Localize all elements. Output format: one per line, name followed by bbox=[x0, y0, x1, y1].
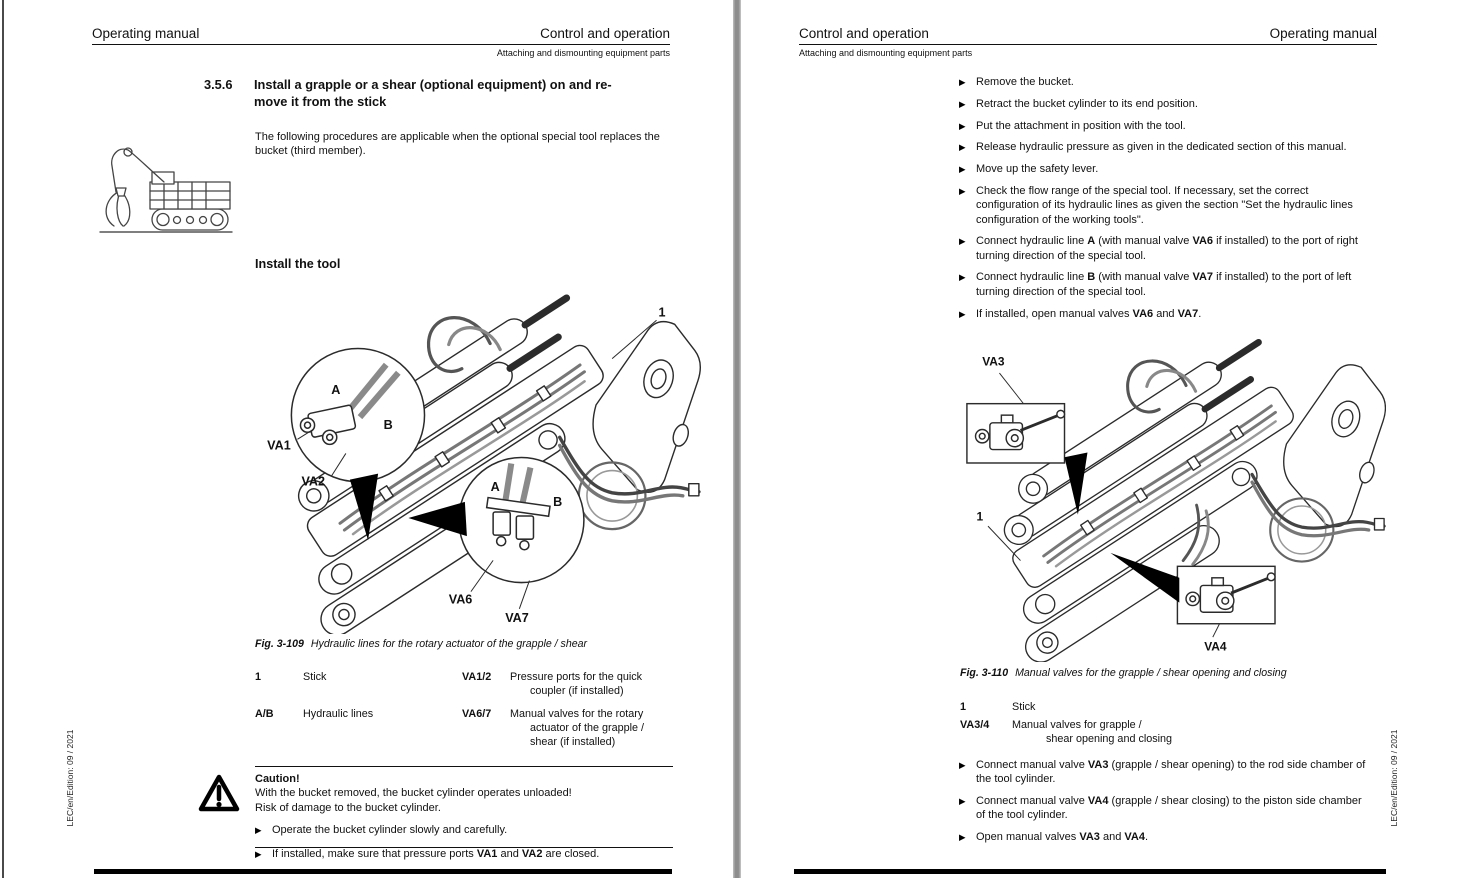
fig1-label-1: 1 bbox=[658, 305, 666, 320]
legend-key: 1 bbox=[255, 671, 262, 683]
instruction-bullet: ▶ Connect manual valve VA4 (grapple / shear closing) to the piston side chamber of the tool cylinder. bbox=[959, 795, 1362, 822]
instruction-bullet: ▶ Put the attachment in position with the tool. bbox=[959, 119, 1186, 132]
caution-title: Caution! bbox=[255, 773, 300, 785]
instruction-bullet: ▶ Open manual valves VA3 and VA4. bbox=[959, 831, 1149, 844]
instruction-list bbox=[959, 758, 1369, 852]
bullet-arrow-icon: ▶ bbox=[959, 272, 966, 283]
fig1-label-va7: VA7 bbox=[505, 610, 529, 625]
instruction-bullet: ▶ Remove the bucket. bbox=[959, 76, 1074, 88]
legend-key: 1 bbox=[960, 701, 967, 713]
bullet-arrow-icon: ▶ bbox=[959, 796, 966, 807]
figure-caption-text: Hydraulic lines for the rotary actuator of the grapple / shear bbox=[310, 638, 588, 650]
fig2-label-va4: VA4 bbox=[1204, 639, 1227, 654]
header-subtitle: Attaching and dismounting equipment parts bbox=[799, 48, 973, 58]
legend-text: Stick bbox=[1012, 701, 1036, 713]
install-tool-heading: Install the tool bbox=[255, 257, 341, 271]
fig1-label-a2: A bbox=[490, 479, 500, 494]
instruction-bullet: ▶ Move up the safety lever. bbox=[959, 163, 1099, 176]
bullet-arrow-icon: ▶ bbox=[959, 98, 966, 109]
fig1-label-va6: VA6 bbox=[448, 592, 473, 607]
bullet-arrow-icon: ▶ bbox=[959, 185, 966, 196]
fig2-label-va3: VA3 bbox=[982, 354, 1005, 369]
header-left-title: Control and operation bbox=[799, 26, 929, 41]
instruction-bullet: ▶ Connect hydraulic line B (with manual valve VA7 if installed) to the port of left turning direction of the special tool. bbox=[959, 271, 1352, 298]
bullet-arrow-icon: ▶ bbox=[959, 120, 966, 131]
header-right-title: Control and operation bbox=[540, 26, 670, 41]
bullet-arrow-icon: ▶ bbox=[255, 824, 262, 835]
legend-key: VA3/4 bbox=[960, 719, 990, 732]
legend-key: A/B bbox=[255, 708, 274, 721]
figure-legend bbox=[960, 700, 1380, 750]
instruction-bullet: ▶ Connect manual valve VA3 (grapple / shear opening) to the rod side chamber of the tool cylinder. bbox=[959, 759, 1366, 786]
figure-caption-text: Manual valves for the grapple / shear opening and closing bbox=[1015, 667, 1287, 679]
instruction-bullet: ▶ Retract the bucket cylinder to its end position. bbox=[959, 97, 1198, 110]
bullet-arrow-icon: ▶ bbox=[959, 142, 966, 153]
legend-text: Manual valves for grapple / shear opening and closing bbox=[1012, 719, 1173, 746]
instruction-bullet: ▶ If installed, open manual valves VA6 and VA7. bbox=[959, 307, 1202, 320]
instruction-bullet: ▶ Operate the bucket cylinder slowly and carefully. bbox=[255, 823, 508, 836]
fig1-label-b: B bbox=[383, 418, 393, 433]
bullet-arrow-icon: ▶ bbox=[959, 832, 966, 843]
legend-text: Stick bbox=[303, 671, 327, 683]
instruction-bullet: ▶ If installed, make sure that pressure ports VA1 and VA2 are closed. bbox=[255, 848, 600, 860]
legend-text: Pressure ports for the quick coupler (if installed) bbox=[510, 671, 643, 698]
figure-number: Fig. 3-109 bbox=[255, 638, 304, 650]
figure-caption bbox=[255, 638, 675, 650]
instruction-bullet: ▶ Connect hydraulic line A (with manual valve VA6 if installed) to the port of right turning direction of the special tool. bbox=[959, 235, 1358, 262]
excavator-grapple-icon bbox=[94, 136, 236, 241]
header-subtitle: Attaching and dismounting equipment parts bbox=[496, 48, 670, 58]
caution-text: With the bucket removed, the bucket cylinder operates unloaded! Risk of damage to the bucket cylinder. bbox=[255, 787, 572, 814]
page-header bbox=[92, 26, 670, 45]
fig1-label-va1: VA1 bbox=[267, 438, 291, 453]
figure-3-110 bbox=[965, 330, 1386, 662]
warning-triangle-icon bbox=[198, 773, 240, 817]
footer-bar bbox=[794, 869, 1386, 874]
section-number: 3.5.6 bbox=[204, 77, 233, 92]
figure-3-109 bbox=[256, 286, 702, 634]
legend-row bbox=[255, 670, 675, 698]
intro-paragraph: The following procedures are applicable when the optional special tool replaces the bucket (third member). bbox=[255, 131, 660, 158]
bullet-arrow-icon: ▶ bbox=[959, 308, 966, 319]
header-left-title: Operating manual bbox=[92, 26, 200, 41]
bullet-arrow-icon: ▶ bbox=[959, 760, 966, 770]
edition-side-text: LEC/en/Edition: 09 / 2021 bbox=[1389, 729, 1399, 827]
page-left bbox=[4, 0, 733, 878]
footer-bar bbox=[94, 869, 672, 874]
legend-key: VA1/2 bbox=[462, 671, 492, 683]
fig1-label-b2: B bbox=[553, 494, 563, 509]
figure-legend bbox=[255, 670, 675, 758]
instruction-bullet: ▶ Release hydraulic pressure as given in the dedicated section of this manual. bbox=[959, 141, 1347, 154]
bullet-arrow-icon: ▶ bbox=[959, 236, 966, 247]
figure-caption bbox=[960, 667, 1380, 679]
legend-row bbox=[960, 718, 1380, 746]
legend-text: Manual valves for the rotary actuator of the grapple / shear (if installed) bbox=[510, 708, 645, 749]
legend-key: VA6/7 bbox=[462, 708, 492, 721]
instruction-list bbox=[959, 75, 1363, 328]
section-title: Install a grapple or a shear (optional equipment) on and re- move it from the stick bbox=[254, 77, 612, 110]
bullet-arrow-icon: ▶ bbox=[959, 164, 966, 175]
edition-side-text: LEC/en/Edition: 09 / 2021 bbox=[65, 729, 75, 827]
page-right bbox=[741, 0, 1468, 878]
legend-row bbox=[960, 700, 1380, 714]
section-heading bbox=[204, 76, 678, 111]
legend-text: Hydraulic lines bbox=[303, 708, 374, 721]
bullet-arrow-icon: ▶ bbox=[959, 77, 966, 87]
header-right-title: Operating manual bbox=[1269, 26, 1377, 41]
bullet-arrow-icon: ▶ bbox=[255, 849, 262, 859]
figure-number: Fig. 3-110 bbox=[960, 667, 1009, 679]
page-header bbox=[799, 26, 1377, 45]
fig1-label-a: A bbox=[331, 382, 341, 397]
fig1-label-va2: VA2 bbox=[301, 474, 326, 489]
caution-box bbox=[255, 766, 673, 848]
fig2-label-1: 1 bbox=[976, 509, 984, 524]
instruction-bullet: ▶ Check the flow range of the special tool. If necessary, set the correct configuration of its hydraulic lines as given the section "Set the hydraulic lines configuration of the working tools". bbox=[959, 184, 1353, 226]
legend-row bbox=[255, 707, 675, 749]
page-gutter bbox=[733, 0, 741, 878]
